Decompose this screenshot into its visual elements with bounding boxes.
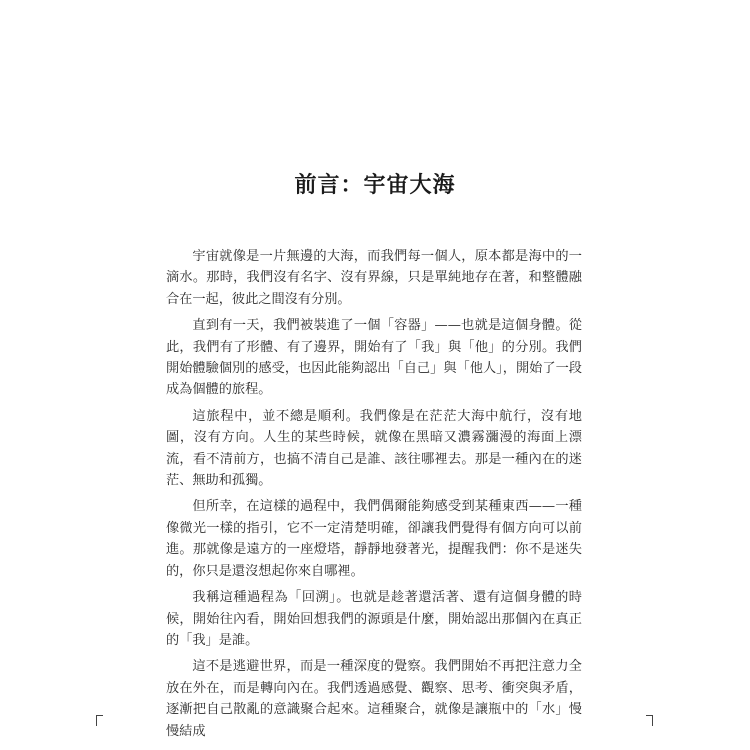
- crop-mark-right: [646, 715, 653, 726]
- paragraph: 這旅程中，並不總是順利。我們像是在茫茫大海中航行，沒有地圖，沒有方向。人生的某些時候，就像在黑暗又濃霧瀰漫的海面上漂流，看不清前方，也搞不清自己是誰、該往哪裡去。那是一種內在的迷茫、無助和孤獨。: [166, 408, 582, 489]
- paragraph: 宇宙就像是一片無邊的大海，而我們每一個人，原本都是海中的一滴水。那時，我們沒有名字、沒有界線，只是單純地存在著，和整體融合在一起，彼此之間沒有分別。: [166, 249, 582, 307]
- paragraph: 直到有一天，我們被裝進了一個「容器」——也就是這個身體。從此，我們有了形體、有了邊界，開始有了「我」與「他」的分別。我們開始體驗個別的感受，也因此能夠認出「自己」與「他人」，開始了一段成為個體的旅程。: [166, 318, 582, 398]
- crop-mark-left: [96, 715, 103, 726]
- paragraph: 但所幸，在這樣的過程中，我們偶爾能夠感受到某種東西——一種像微光一樣的指引，它不一定清楚明確，卻讓我們覺得有個方向可以前進。那就像是遠方的一座燈塔，靜靜地發著光，提醒我們：你不是迷失的，你只是還沒想起你來自哪裡。: [166, 499, 582, 579]
- paragraph: 我稱這種過程為「回溯」。也就是趁著還活著、還有這個身體的時候，開始往內看，開始回想我們的源頭是什麼，開始認出那個內在真正的「我」是誰。: [166, 590, 582, 648]
- chapter-body: [166, 246, 582, 747]
- paragraph: 這不是逃避世界，而是一種深度的覺察。我們開始不再把注意力全放在外在，而是轉向內在。我們透過感覺、觀察、思考、衝突與矛盾，逐漸把自己散亂的意識聚合起來。這種聚合，就像是讓瓶中的「水」慢慢結成: [166, 659, 582, 739]
- chapter-title: 前言：宇宙大海: [294, 172, 456, 198]
